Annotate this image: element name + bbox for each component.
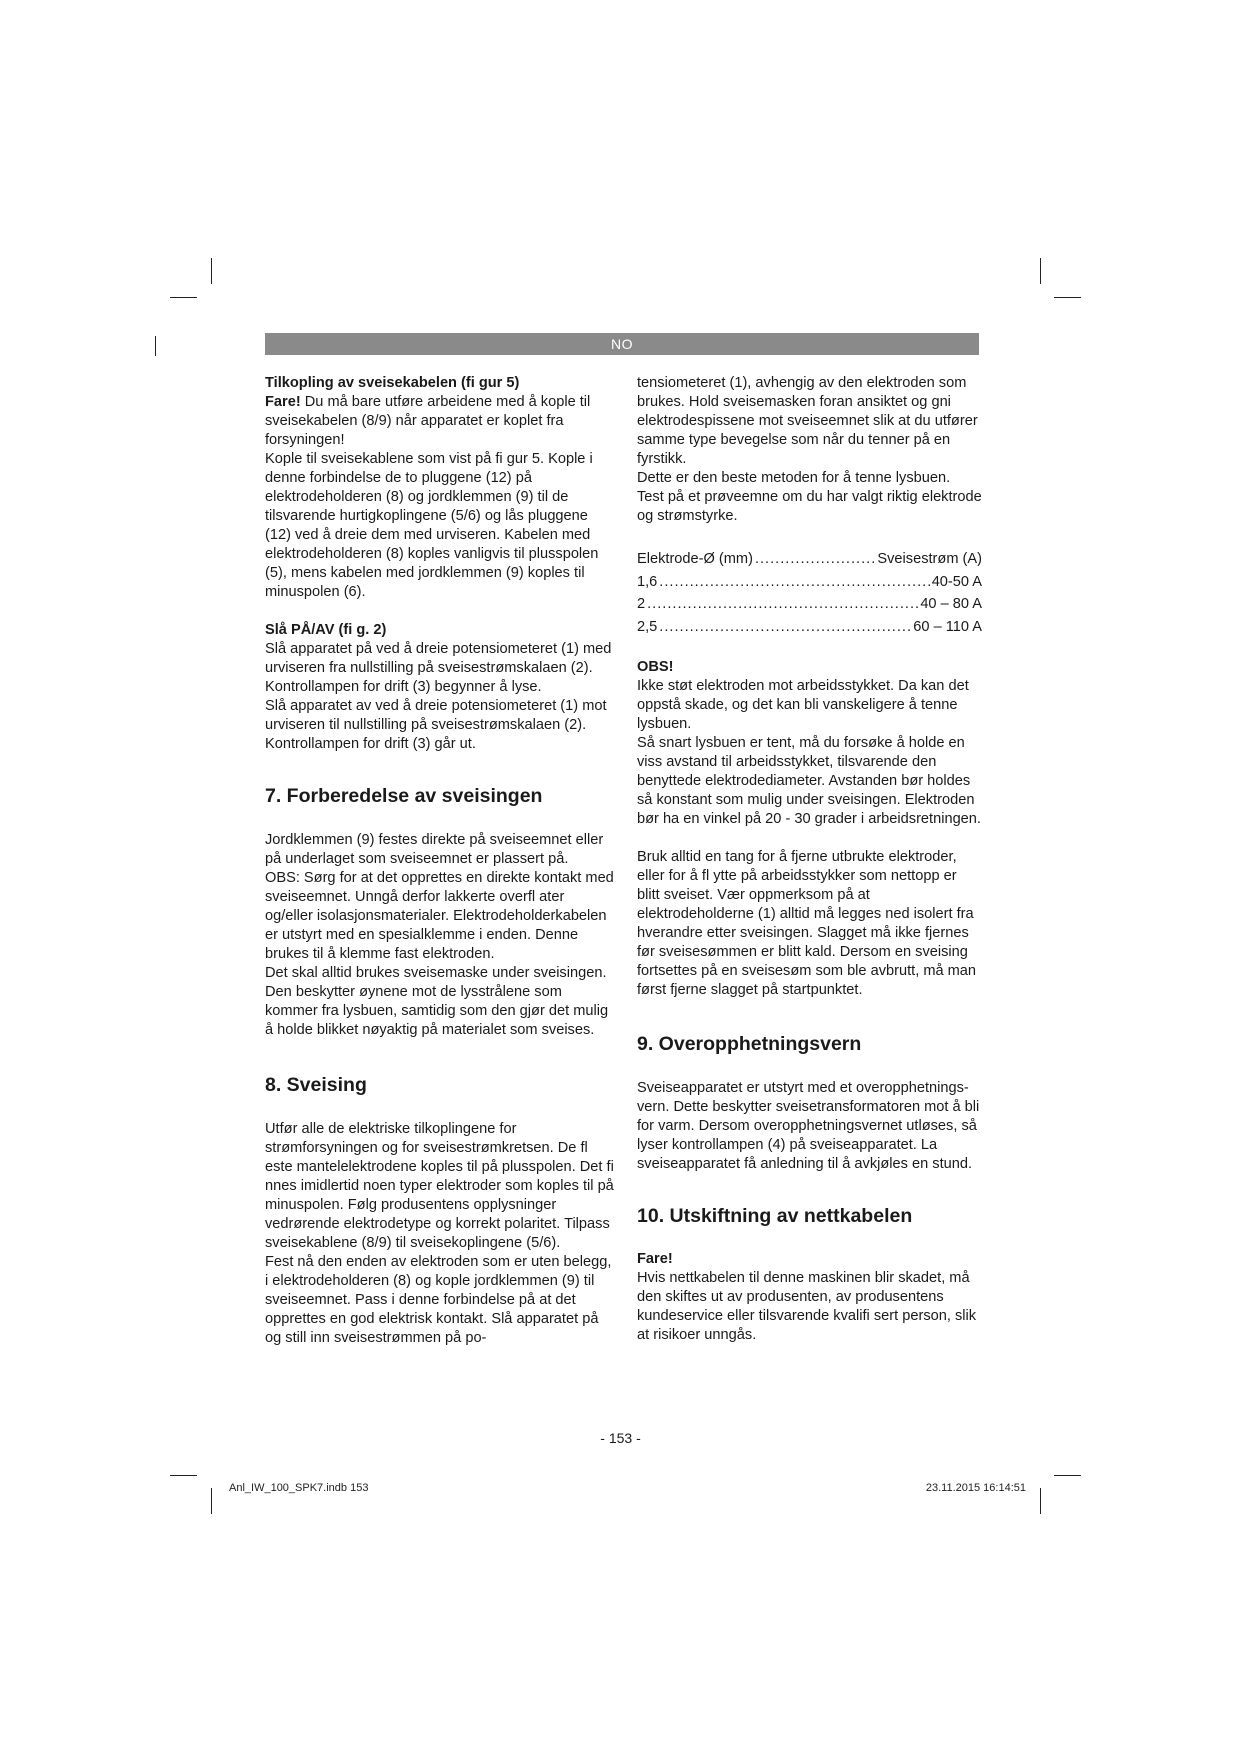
obs-heading: OBS! — [637, 659, 674, 675]
table-header-row — [637, 548, 982, 571]
crop-mark — [1040, 1488, 1041, 1514]
crop-mark — [170, 1475, 197, 1476]
electrode-diameter: 2 — [637, 596, 646, 612]
electrode-diameter: 1,6 — [637, 573, 658, 590]
section-heading: Tilkopling av sveisekabelen (fi gur 5) — [265, 375, 520, 391]
paragraph: OBS: Sørg for at det opprettes en direkte kontakt med sveiseemnet. Unngå derfor lakkerte overfl ater og/eller isolasjonsmaterialer. Elektrodeholderkabelen er utstyrt med en spesialklemme i enden. Denne brukes til å klemme fast elektroden. — [265, 870, 614, 962]
section-title-9: 9. Overopphetningsvern — [637, 1033, 862, 1055]
warning-label: Fare! — [637, 1251, 673, 1267]
paragraph: Dette er den beste metoden for å tenne lysbuen. — [637, 470, 951, 486]
crop-mark — [170, 297, 197, 298]
paragraph: Slå apparatet på ved å dreie potensiometeret (1) med urviseren fra nullstilling på sveisestrømskalaen (2). Kontrollampen for drift (3) begynner å lyse. — [265, 641, 612, 695]
section-title-7: 7. Forberedelse av sveisingen — [265, 785, 543, 807]
section-heading: Slå PÅ/AV (fi g. 2) — [265, 622, 387, 638]
table-row — [637, 616, 982, 639]
language-header-bar — [265, 333, 979, 355]
electrode-current-table — [637, 548, 982, 638]
paragraph: Utfør alle de elektriske tilkoplingene for strømforsyningen og for sveisestrømkretsen. De fl este mantelelektrodene koples til på plusspolen. Det fi nnes imidlertid noen typer elektroder som koples til på minuspolen. Følg produsentens opplysninger vedrørende elektrodetype og korrekt polaritet. Tilpass sveisekablene (8/9) til sveisekoplingene (5/6). — [265, 1121, 614, 1251]
warning-label: Fare! — [265, 394, 301, 410]
dot-leader — [755, 548, 875, 571]
footer-datetime: 23.11.2015 16:14:51 — [925, 1482, 1026, 1494]
crop-mark — [1054, 1475, 1081, 1476]
warning-text: Du må bare utføre arbeidene med å kople til sveisekabelen (8/9) når apparatet er koplet fra forsyningen! — [265, 394, 591, 448]
welding-current: 40 – 80 A — [920, 596, 982, 612]
crop-mark — [1040, 258, 1041, 284]
paragraph: Sveiseapparatet er utstyrt med et overopphetnings-vern. Dette beskytter sveisetransformatoren mot å bli for varm. Dersom overopphetningsvernet utløses, så lyser kontrollampen (4) på sveiseapparatet. La sveiseapparatet få anledning til å avkjøles en stund. — [637, 1080, 980, 1172]
paragraph: Jordklemmen (9) festes direkte på sveiseemnet eller på underlaget som sveiseemnet er plassert på. — [265, 832, 604, 867]
footer-filename: Anl_IW_100_SPK7.indb 153 — [229, 1482, 369, 1494]
page-number: - 153 - — [600, 1430, 641, 1446]
left-column — [265, 374, 615, 1348]
crop-mark — [211, 1488, 212, 1514]
paragraph — [265, 393, 615, 450]
table-row — [637, 593, 982, 616]
paragraph: Test på et prøveemne om du har valgt riktig elektrode og strømstyrke. — [637, 489, 982, 524]
crop-mark — [1054, 297, 1081, 298]
paragraph: Hvis nettkabelen til denne maskinen blir skadet, må den skiftes ut av produsenten, av produsentens kundeservice eller tilsvarende kvalifi sert person, slik at risikoer unngås. — [637, 1270, 977, 1343]
crop-mark — [155, 336, 156, 356]
paragraph: Bruk alltid en tang for å fjerne utbrukte elektroder, eller for å fl ytte på arbeidsstykker som nettopp er blitt sveiset. Vær oppmerksom på at elektrodeholderne (1) alltid må legges ned isolert fra hverandre etter sveisingen. Slagget må ikke fjernes før sveisesømmen er blitt kald. Dersom en sveising fortsettes på en sveisesøm som ble avbrutt, må man først fjerne slagget på startpunktet. — [637, 849, 977, 998]
paragraph: Slå apparatet av ved å dreie potensiometeret (1) mot urviseren til nullstilling på sveisestrømskalaen (2). Kontrollampen for drift (3) går ut. — [265, 698, 607, 752]
paragraph: Så snart lysbuen er tent, må du forsøke å holde en viss avstand til arbeidsstykket, tilsvarende den benyttede elektrodediameter. Avstanden bør holdes så konstant som mulig under sveisingen. Elektroden bør ha en vinkel på 20 - 30 grader i arbeidsretningen. — [637, 735, 981, 827]
paragraph: Det skal alltid brukes sveisemaske under sveisingen. Den beskytter øynene mot de lysstrålene som kommer fra lysbuen, samtidig som den gjør det mulig å holde blikket nøyaktig på materialet som sveises. — [265, 965, 609, 1038]
dot-leader — [659, 616, 911, 639]
table-row — [637, 571, 982, 594]
crop-mark — [211, 258, 212, 284]
section-title-8: 8. Sveising — [265, 1074, 367, 1096]
section-title-10: 10. Utskiftning av nettkabelen — [637, 1205, 913, 1227]
paragraph: Kople til sveisekablene som vist på fi gur 5. Kople i denne forbindelse de to pluggene (12) på elektrodeholderen (8) og jordklemmen (9) til de tilsvarende hurtigkoplingene (5/6) og lås pluggene (12) ved å dreie dem med urviseren. Kabelen med elektrodeholderen (8) koples vanligvis til plusspolen (5), mens kabelen med jordklemmen (9) koples til minuspolen (6). — [265, 451, 599, 600]
dot-leader — [659, 571, 929, 594]
dot-leader — [647, 593, 918, 616]
welding-current: 60 – 110 A — [913, 618, 982, 635]
paragraph: Fest nå den enden av elektroden som er uten belegg, i elektrodeholderen (8) og kople jordklemmen (9) til sveiseemnet. Pass i denne forbindelse på at det opprettes en god elektrisk kontakt. Slå apparatet på og still inn sveisestrømmen på po- — [265, 1254, 612, 1346]
language-code: NO — [611, 336, 633, 352]
paragraph: tensiometeret (1), avhengig av den elektroden som brukes. Hold sveisemasken foran ansiktet og gni elektrodespissene mot sveiseemnet slik at du utfører samme type bevegelse som når du tenner på en fyrstikk. — [637, 375, 978, 467]
table-header-left: Elektrode-Ø (mm) — [637, 551, 753, 567]
paragraph: Ikke støt elektroden mot arbeidsstykket. Da kan det oppstå skade, og det kan bli vanskeligere å tenne lysbuen. — [637, 678, 969, 732]
right-column — [637, 374, 982, 1345]
welding-current: 40-50 A — [931, 573, 982, 590]
table-header-right: Sveisestrøm (A) — [877, 551, 982, 567]
electrode-diameter: 2,5 — [637, 618, 658, 635]
